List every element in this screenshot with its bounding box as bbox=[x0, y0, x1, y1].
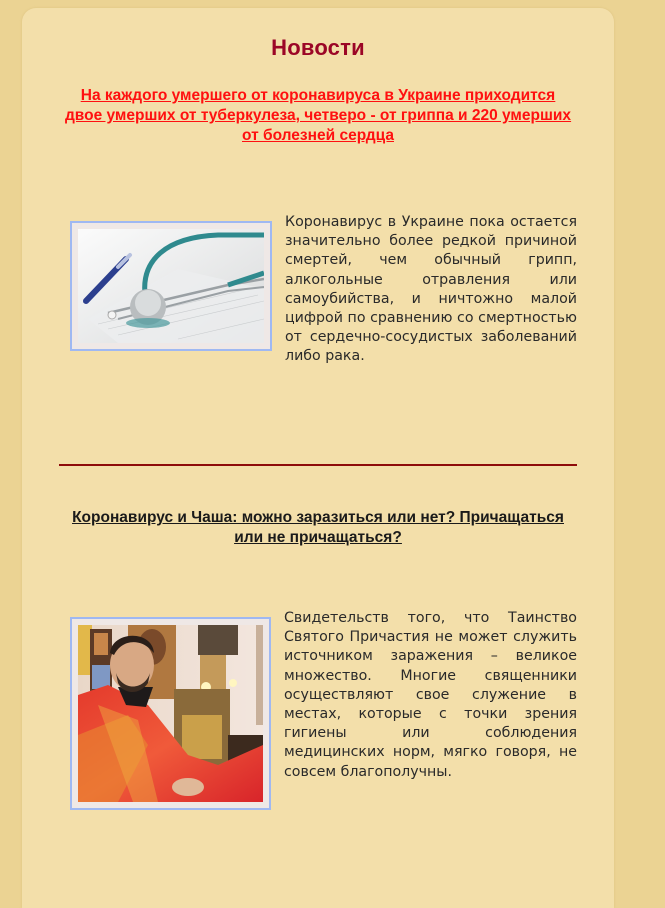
article-thumbnail-1[interactable] bbox=[70, 221, 272, 351]
article-1 bbox=[60, 213, 577, 367]
article-headline-2 bbox=[62, 508, 574, 548]
article-2 bbox=[60, 609, 577, 814]
article-thumbnail-2[interactable] bbox=[70, 617, 271, 810]
article-link-2[interactable]: Коронавирус и Чаша: можно заразиться или нет? Причащаться или не причащаться? bbox=[72, 509, 564, 546]
article-divider bbox=[59, 464, 577, 466]
article-summary-1: Коронавирус в Украине пока остается значительно более редкой причиной смертей, чем обычный грипп, алкогольные отравления или самоубийства, и ничтожно малой цифрой по сравнению со смертностью от сердечно-сосудистых заболеваний либо рака. bbox=[285, 214, 577, 365]
article-headline-1 bbox=[62, 86, 574, 146]
news-panel bbox=[22, 8, 614, 908]
stethoscope-photo-icon bbox=[78, 229, 264, 343]
article-link-1[interactable]: На каждого умершего от коронавируса в Украине приходится двое умерших от туберкулеза, четверо - от гриппа и 220 умерших от болезней сердца bbox=[64, 87, 572, 144]
section-title: Новости bbox=[271, 35, 365, 60]
priest-photo-icon bbox=[78, 625, 263, 802]
article-summary-2: Свидетельств того, что Таинство Святого Причастия не может служить источником заражения – великое множество. Многие священники осуществляют свое служение в местах, которые с точки зрения гигиены или соблюдения медицинских норм, мягко говоря, не совсем благополучны. bbox=[284, 610, 577, 780]
